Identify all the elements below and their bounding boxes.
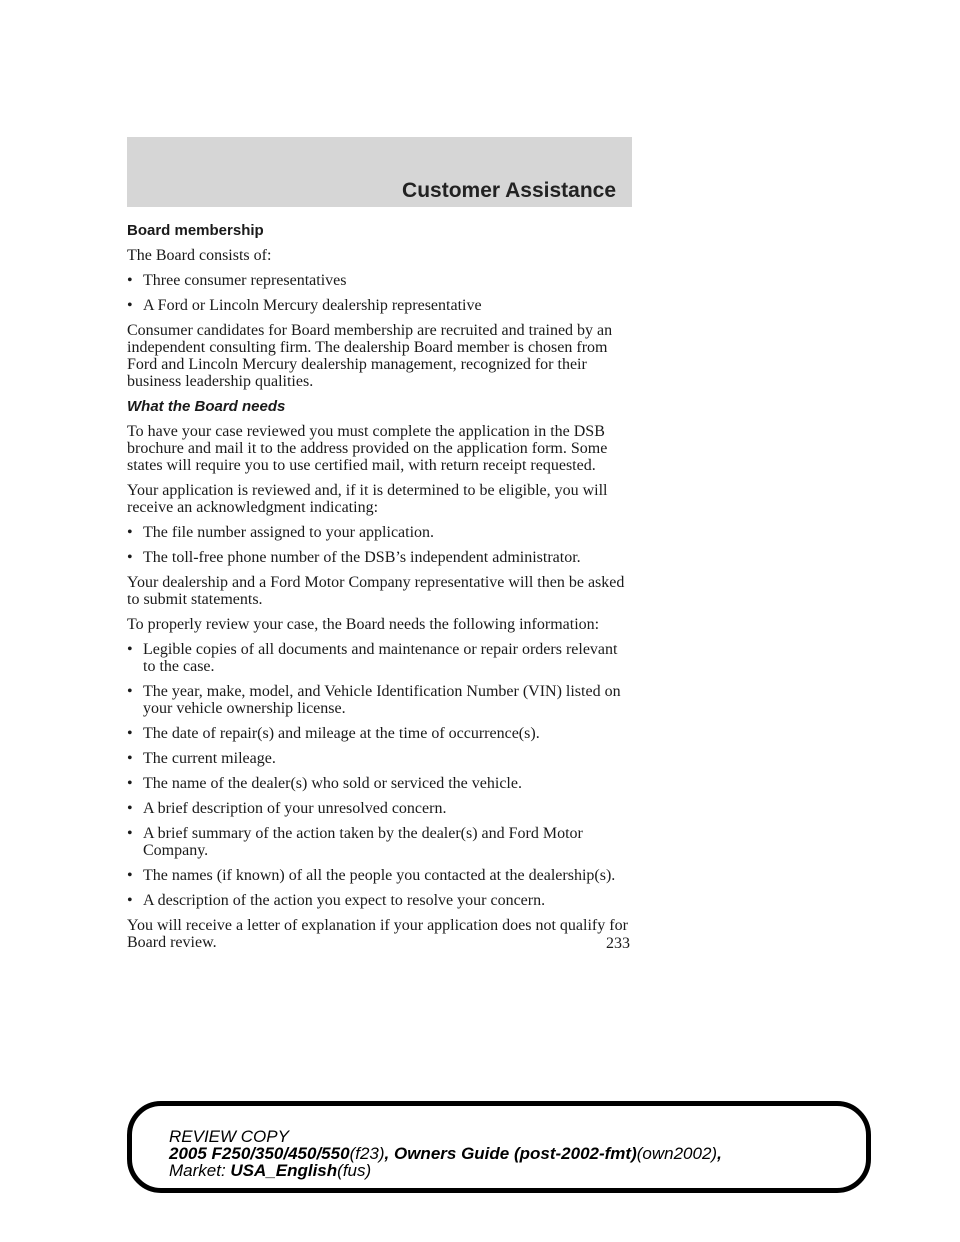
dealership-paragraph: Your dealership and a Ford Motor Company representative will then be asked to submit statements. [127, 574, 625, 608]
bullet-icon: • [127, 825, 133, 842]
bullet-icon: • [127, 775, 133, 792]
candidates-paragraph: Consumer candidates for Board membership are recruited and trained by an independent consulting firm. The dealership Board member is chosen from Ford and Lincoln Mercury dealership management, recognized for their business leadership qualities. [127, 322, 613, 390]
footer-text [169, 1128, 722, 1179]
bullet-icon: • [127, 524, 133, 541]
footer-review-copy: REVIEW COPY [169, 1127, 289, 1146]
application-paragraph: Your application is reviewed and, if it is determined to be eligible, you will receive an acknowledgment indicating: [127, 482, 608, 516]
list-item: • The toll-free phone number of the DSB’s independent administrator. [127, 549, 581, 566]
review-paragraph: To have your case reviewed you must complete the application in the DSB brochure and mail it to the address provided on the application form. Some states will require you to use certified mail, with return receipt requested. [127, 423, 608, 474]
section-title: Customer Assistance [402, 179, 616, 202]
closing-paragraph: You will receive a letter of explanation if your application does not qualify for Board review. [127, 917, 628, 951]
bullet-icon: • [127, 641, 133, 658]
list-item: • Three consumer representatives [127, 272, 347, 289]
list-item: • The date of repair(s) and mileage at the time of occurrence(s). [127, 725, 540, 742]
bullet-icon: • [127, 297, 133, 314]
footer-model-line: 2005 F250/350/450/550(f23), Owners Guide (post-2002-fmt)(own2002), [169, 1144, 722, 1163]
heading-board-needs: What the Board needs [127, 398, 286, 415]
bullet-icon: • [127, 892, 133, 909]
bullet-icon: • [127, 725, 133, 742]
bullet-icon: • [127, 683, 133, 700]
review-copy-footer [127, 1101, 871, 1193]
list-item: • The file number assigned to your application. [127, 524, 435, 541]
list-item: • The current mileage. [127, 750, 276, 767]
page-content [127, 222, 632, 959]
list-item: • A description of the action you expect to resolve your concern. [127, 892, 546, 909]
board-consists-text: The Board consists of: [127, 247, 272, 264]
list-item: • A Ford or Lincoln Mercury dealership representative [127, 297, 482, 314]
info-intro: To properly review your case, the Board needs the following information: [127, 616, 600, 633]
bullet-icon: • [127, 867, 133, 884]
page-number: 233 [606, 935, 630, 952]
bullet-icon: • [127, 750, 133, 767]
heading-board-membership: Board membership [127, 222, 264, 239]
list-item: • A brief summary of the action taken by the dealer(s) and Ford Motor Company. [127, 825, 583, 859]
bullet-icon: • [127, 549, 133, 566]
list-item: • A brief description of your unresolved concern. [127, 800, 447, 817]
footer-market-line: Market: USA_English(fus) [169, 1161, 372, 1180]
list-item: • The year, make, model, and Vehicle Identification Number (VIN) listed on your vehicle ownership license. [127, 683, 621, 717]
list-item: • Legible copies of all documents and maintenance or repair orders relevant to the case. [127, 641, 618, 675]
list-item: • The names (if known) of all the people you contacted at the dealership(s). [127, 867, 616, 884]
section-header-band [127, 137, 632, 207]
bullet-icon: • [127, 800, 133, 817]
list-item: • The name of the dealer(s) who sold or serviced the vehicle. [127, 775, 522, 792]
bullet-icon: • [127, 272, 133, 289]
